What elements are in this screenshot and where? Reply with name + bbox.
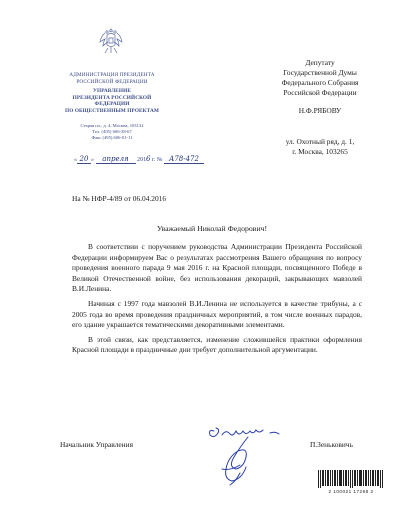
handwritten-signature-icon <box>200 415 290 495</box>
date-year-suffix: 6 <box>146 155 151 163</box>
letterhead-address <box>62 123 162 140</box>
addressee-address-line: г. Москва, 103265 <box>292 147 348 156</box>
phone-line: Тел. (495) 606-38-67 <box>92 128 132 134</box>
body-paragraph: В этой связи, как представляется, изменение сложившейся практики оформления Красной площади в праздничные дни требует дополнительной аргументации. <box>72 334 362 355</box>
body-paragraph: В соответствии с поручением руководства Администрации Президента Российской Федерации информируем Вас о результатах рассмотрения Вашего обращения по вопросу проведения военного парада 9 мая 2016 г. на Красной площади, посвященного Победе в Великой Отечественной войне, без использования декораций, закрывающих мавзолей В.И.Ленина. <box>72 242 362 294</box>
body-paragraph: Начиная с 1997 года мавзолей В.И.Ленина не используется в качестве трибуны, а с 2005 года во время проведения праздничных мероприятий, в том числе военных парадов, его здание украшается тематическими декоративными элементами. <box>72 298 362 330</box>
number-label: № <box>156 157 163 163</box>
greeting: Уважаемый Николай Федорович! <box>156 224 268 233</box>
date-g: г. <box>151 157 156 163</box>
reference-line: На № НФР-4/89 от 06.04.2016 <box>72 194 167 203</box>
letter-body <box>72 242 362 360</box>
addressee-line: Депутату <box>305 58 335 67</box>
org-line: РОССИЙСКОЙ ФЕДЕРАЦИИ <box>76 78 148 85</box>
barcode-block <box>318 470 384 494</box>
org-line: АДМИНИСТРАЦИЯ ПРЕЗИДЕНТА <box>69 72 155 78</box>
letterhead-org <box>62 72 162 115</box>
letter-dateline: « 20 » апреля 2016 г. № А78-472 <box>74 155 204 164</box>
addressee-name: Н.Ф.РЯБОВУ <box>298 106 342 115</box>
addressee-line: Федерального Собрания <box>281 78 359 87</box>
addressee-line: Российской Федерации <box>283 88 357 97</box>
address-line: Старая пл., д. 4, Москва, 103132 <box>80 123 144 128</box>
barcode-icon <box>318 470 384 488</box>
dept-line: ПРЕЗИДЕНТА РОССИЙСКОЙ ФЕДЕРАЦИИ <box>72 94 152 108</box>
barcode-number: 2 100021 17268 2 <box>328 489 374 494</box>
dept-line: УПРАВЛЕНИЕ <box>93 88 131 95</box>
date-year-prefix: 201 <box>137 157 146 163</box>
date-month: апреля <box>102 155 129 163</box>
letter-number: А78-472 <box>169 155 199 163</box>
dept-line: ПО ОБЩЕСТВЕННЫМ ПРОЕКТАМ <box>64 107 160 114</box>
addressee-address <box>250 137 390 157</box>
signer-name: П.Зеньковичь <box>310 440 353 449</box>
double-headed-eagle-icon <box>98 26 124 56</box>
addressee-address-line: ул. Охотный ряд, д. 1, <box>285 137 355 146</box>
signer-position: Начальник Управления <box>60 440 133 449</box>
date-day: 20 <box>79 155 89 163</box>
addressee-line: Государственной Думы <box>283 68 357 77</box>
addressee-block <box>250 58 390 116</box>
fax-line: Факс (495) 606-01-11 <box>91 134 133 140</box>
